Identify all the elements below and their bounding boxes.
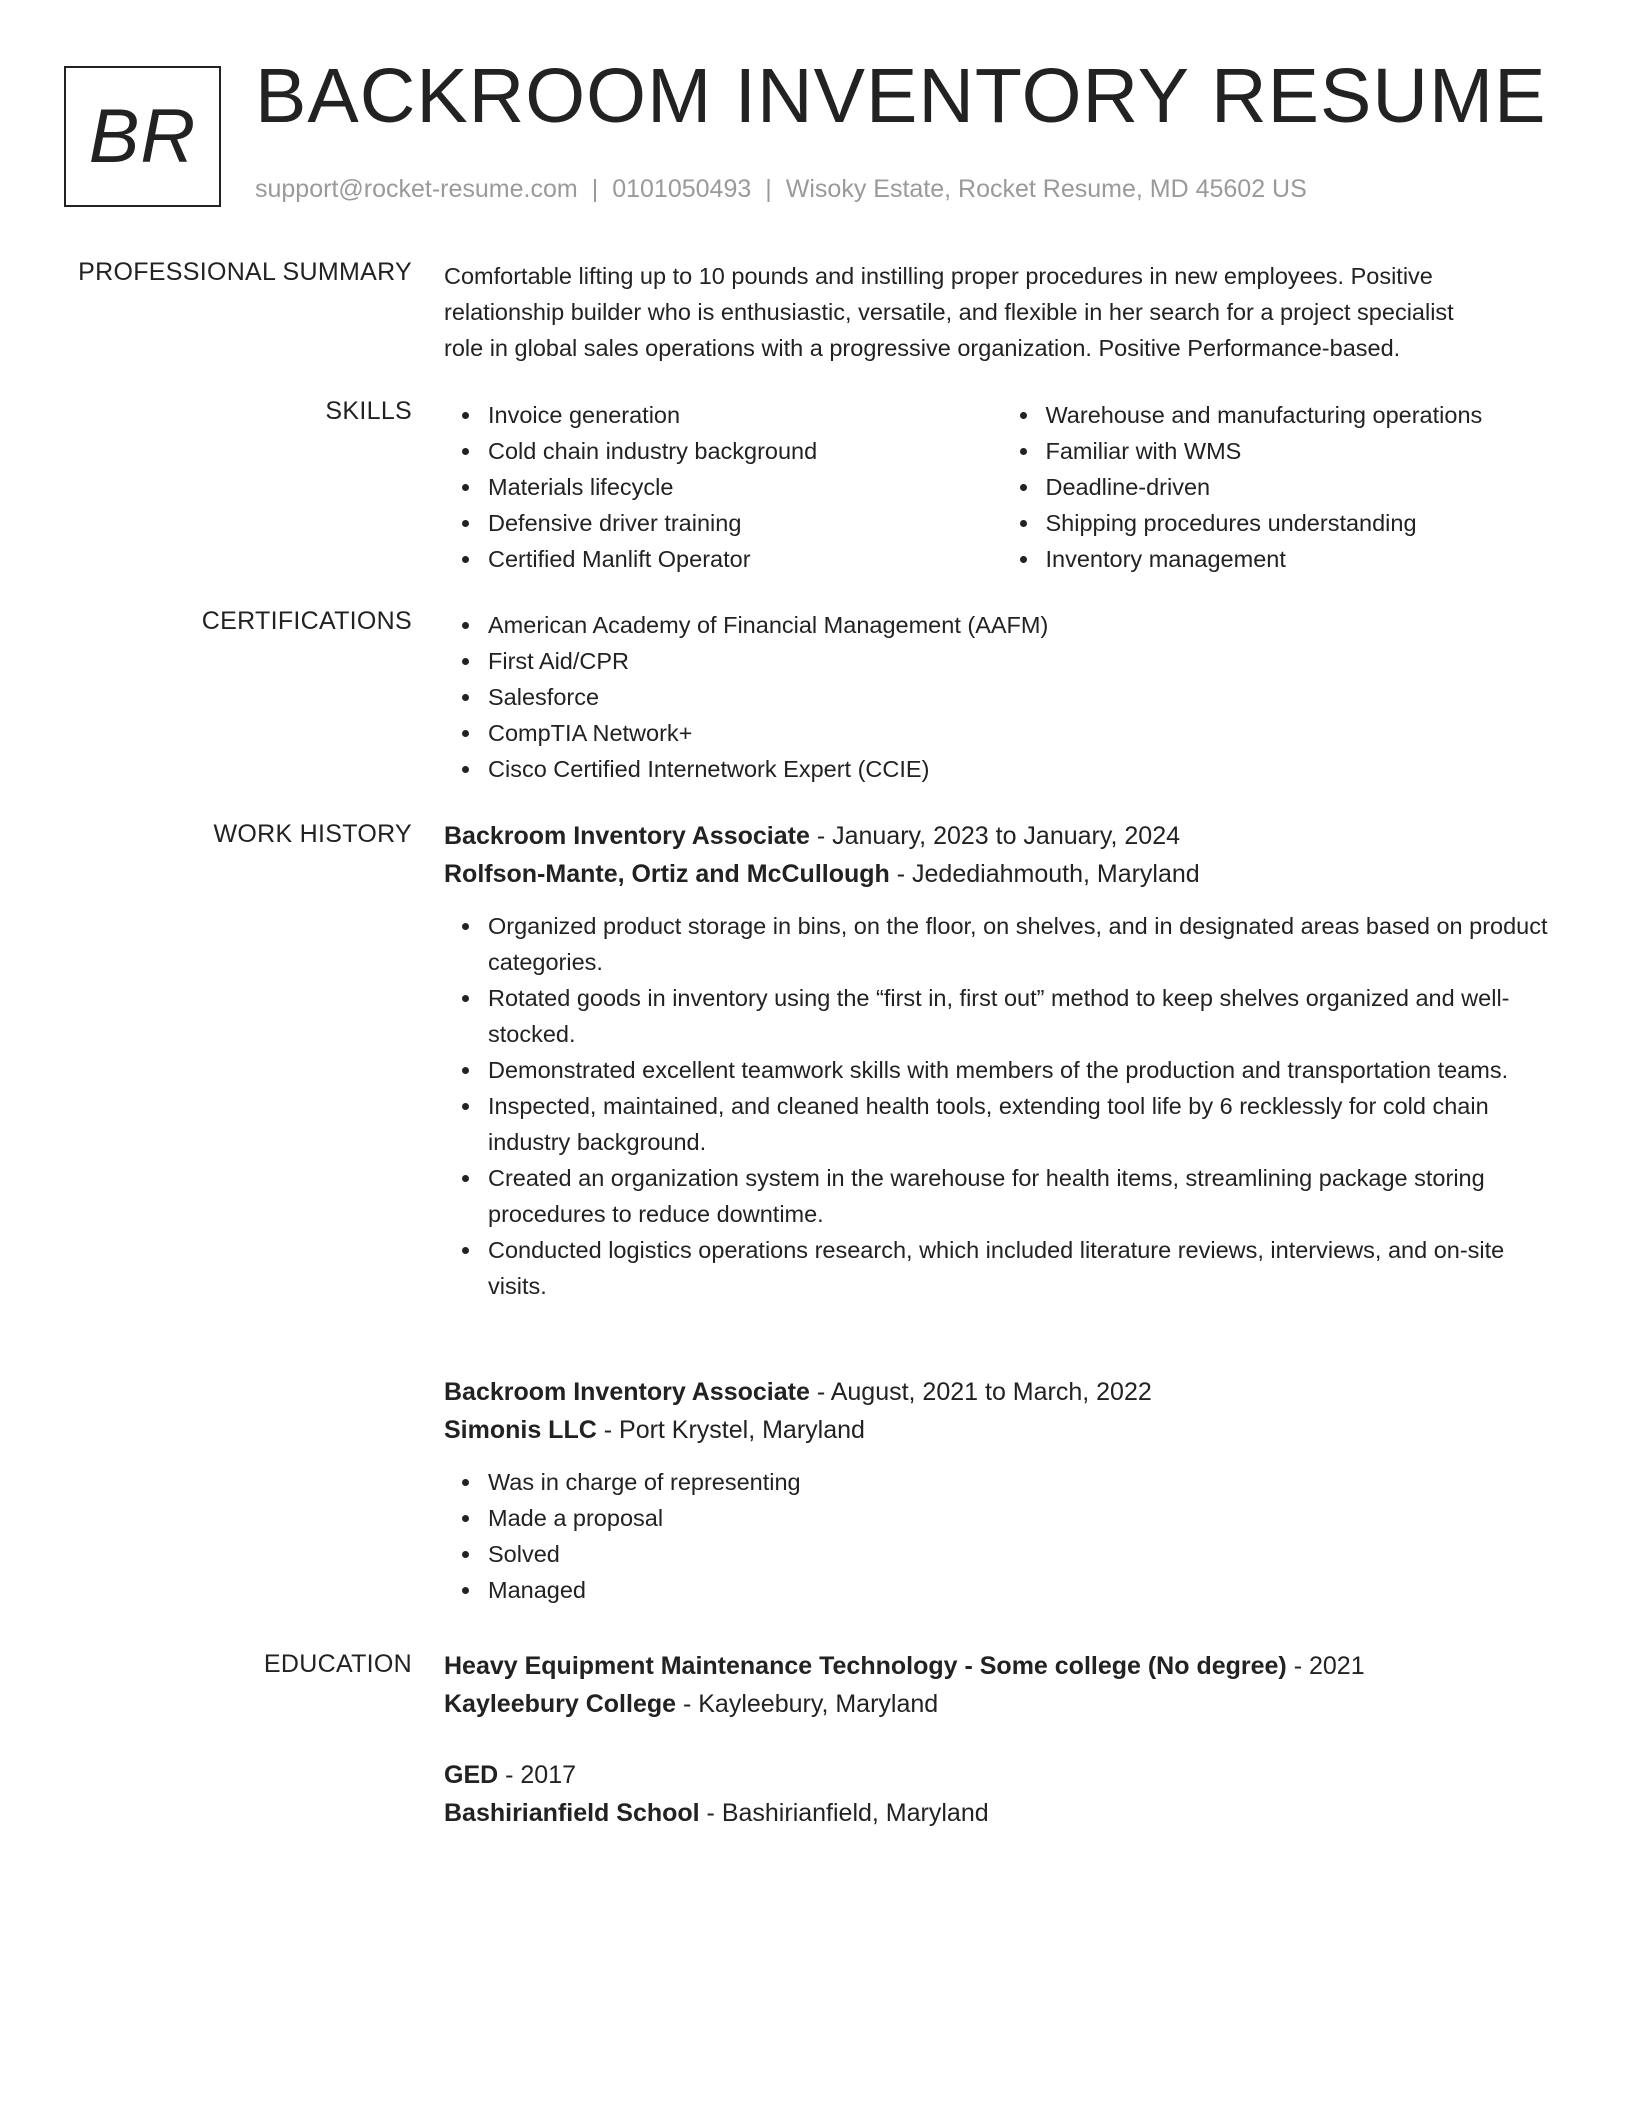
section-label-summary: PROFESSIONAL SUMMARY bbox=[78, 258, 412, 286]
education-school-line bbox=[444, 1794, 1559, 1832]
job-company-line bbox=[444, 855, 1559, 893]
skill-item: Defensive driver training bbox=[488, 505, 1002, 541]
education-year: - 2021 bbox=[1286, 1652, 1365, 1680]
job-duty: Inspected, maintained, and cleaned health tools, extending tool life by 6 recklessly for cold chain industry background. bbox=[488, 1088, 1559, 1160]
job-duty: Organized product storage in bins, on the floor, on shelves, and in designated areas based on product categories. bbox=[488, 908, 1559, 980]
job-location: - Jedediahmouth, Maryland bbox=[889, 860, 1200, 888]
job-duties-list bbox=[444, 1464, 1559, 1608]
summary-text bbox=[444, 258, 1559, 366]
job-duty: Managed bbox=[488, 1572, 1559, 1608]
job-title-line bbox=[444, 817, 1559, 855]
job-duty: Demonstrated excellent teamwork skills with members of the production and transportation teams. bbox=[488, 1052, 1559, 1088]
monogram-initials: BR bbox=[88, 94, 197, 179]
job-title-line bbox=[444, 1373, 1559, 1411]
job-location: - Port Krystel, Maryland bbox=[596, 1416, 865, 1444]
job-dates: - January, 2023 to January, 2024 bbox=[809, 822, 1181, 850]
monogram-box bbox=[64, 66, 221, 207]
skill-item: Familiar with WMS bbox=[1046, 433, 1560, 469]
section-label-skills: SKILLS bbox=[325, 397, 412, 425]
section-label-work-history: WORK HISTORY bbox=[213, 820, 412, 848]
education-degree: Heavy Equipment Maintenance Technology - Some college (No degree) bbox=[444, 1652, 1287, 1680]
job-duty: Made a proposal bbox=[488, 1500, 1559, 1536]
summary-line: relationship builder who is enthusiastic, versatile, and flexible in her search for a project specialist bbox=[444, 299, 1454, 325]
education-degree-line bbox=[444, 1647, 1559, 1685]
summary-line: role in global sales operations with a progressive organization. Positive Performance-based. bbox=[444, 335, 1401, 361]
education-entry bbox=[444, 1756, 1559, 1832]
skills-list-right bbox=[1002, 397, 1560, 577]
job-duty: Solved bbox=[488, 1536, 1559, 1572]
skill-item: Materials lifecycle bbox=[488, 469, 1002, 505]
certification-item: Salesforce bbox=[488, 679, 1559, 715]
skills-columns bbox=[444, 397, 1559, 577]
contact-phone: 0101050493 bbox=[612, 175, 752, 203]
job-company-line bbox=[444, 1411, 1559, 1449]
skill-item: Shipping procedures understanding bbox=[1046, 505, 1560, 541]
skills-list-left bbox=[444, 397, 1002, 577]
certifications-list bbox=[444, 607, 1559, 787]
job-duty: Conducted logistics operations research, which included literature reviews, interviews, and on-site visits. bbox=[488, 1232, 1559, 1304]
certification-item: Cisco Certified Internetwork Expert (CCIE) bbox=[488, 751, 1559, 787]
job-title: Backroom Inventory Associate bbox=[444, 1378, 810, 1406]
skill-item: Cold chain industry background bbox=[488, 433, 1002, 469]
education-degree-line bbox=[444, 1756, 1559, 1794]
education-location: - Kayleebury, Maryland bbox=[676, 1690, 939, 1718]
resume-title: BACKROOM INVENTORY RESUME bbox=[255, 53, 1547, 139]
contact-separator: | bbox=[765, 175, 772, 203]
contact-line bbox=[255, 175, 1307, 204]
skill-item: Invoice generation bbox=[488, 397, 1002, 433]
job-duty: Rotated goods in inventory using the “first in, first out” method to keep shelves organized and well-stocked. bbox=[488, 980, 1559, 1052]
job-company: Rolfson-Mante, Ortiz and McCullough bbox=[444, 860, 890, 888]
summary-line: Comfortable lifting up to 10 pounds and instilling proper procedures in new employees. Positive bbox=[444, 263, 1433, 289]
section-label-certifications: CERTIFICATIONS bbox=[201, 607, 412, 635]
job-dates: - August, 2021 to March, 2022 bbox=[809, 1378, 1152, 1406]
contact-email: support@rocket-resume.com bbox=[255, 175, 578, 203]
job-duties-list bbox=[444, 908, 1559, 1304]
certifications-body bbox=[444, 607, 1559, 787]
skill-item: Warehouse and manufacturing operations bbox=[1046, 397, 1560, 433]
job-entry bbox=[444, 1373, 1559, 1608]
skill-item: Inventory management bbox=[1046, 541, 1560, 577]
education-location: - Bashirianfield, Maryland bbox=[699, 1799, 989, 1827]
job-company: Simonis LLC bbox=[444, 1416, 597, 1444]
job-duty: Was in charge of representing bbox=[488, 1464, 1559, 1500]
certification-item: CompTIA Network+ bbox=[488, 715, 1559, 751]
contact-address: Wisoky Estate, Rocket Resume, MD 45602 US bbox=[785, 175, 1307, 203]
contact-separator: | bbox=[591, 175, 599, 203]
section-label-education: EDUCATION bbox=[263, 1650, 412, 1678]
education-entry bbox=[444, 1647, 1559, 1723]
education-year: - 2017 bbox=[498, 1761, 577, 1789]
job-title: Backroom Inventory Associate bbox=[444, 822, 810, 850]
education-school: Kayleebury College bbox=[444, 1690, 677, 1718]
skill-item: Certified Manlift Operator bbox=[488, 541, 1002, 577]
education-school: Bashirianfield School bbox=[444, 1799, 700, 1827]
job-duty: Created an organization system in the warehouse for health items, streamlining package storing procedures to reduce downtime. bbox=[488, 1160, 1559, 1232]
certification-item: American Academy of Financial Management (AAFM) bbox=[488, 607, 1559, 643]
certification-item: First Aid/CPR bbox=[488, 643, 1559, 679]
education-degree: GED bbox=[444, 1761, 499, 1789]
job-entry bbox=[444, 817, 1559, 1304]
education-school-line bbox=[444, 1685, 1559, 1723]
skill-item: Deadline-driven bbox=[1046, 469, 1560, 505]
